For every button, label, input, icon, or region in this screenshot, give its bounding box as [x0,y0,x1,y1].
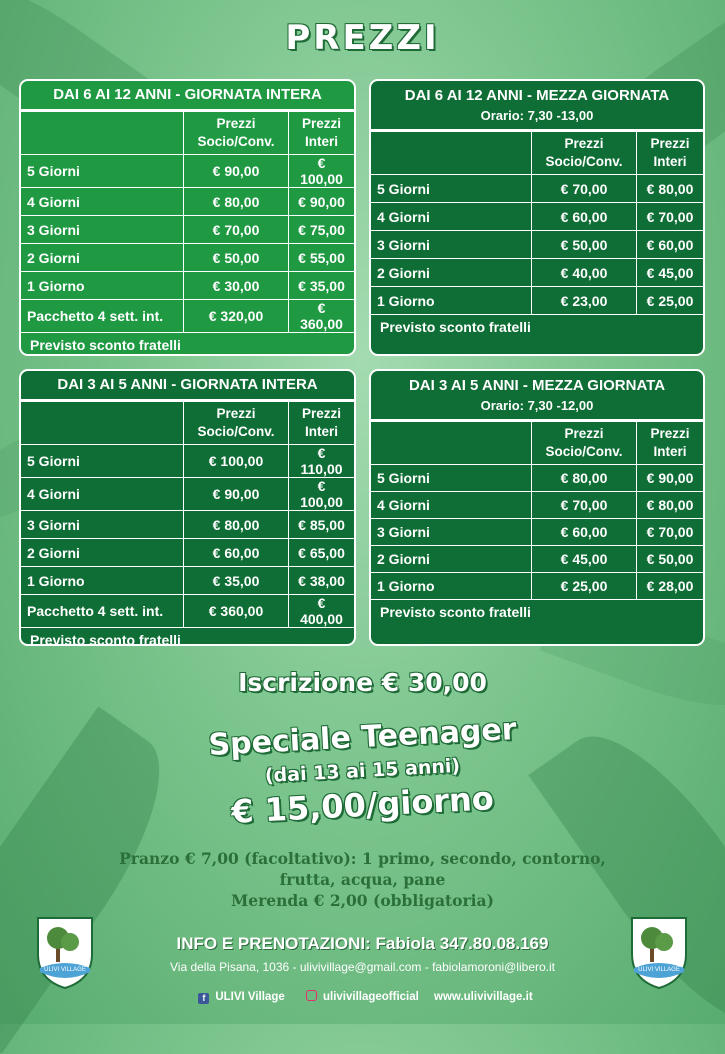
table-schedule: Orario: 7,30 -13,00 [371,107,703,131]
price-interi: € 360,00 [289,300,355,333]
snack-line: Merenda € 2,00 (obbligatoria) [231,891,494,910]
facebook-label: ULIVI Village [215,991,285,1003]
header-empty [21,402,184,445]
price-socio: € 100,00 [184,445,289,478]
price-socio: € 60,00 [532,203,637,231]
price-socio: € 70,00 [532,492,637,519]
table-header-row [21,112,354,155]
table-title: DAI 3 AI 5 ANNI - MEZZA GIORNATA [408,377,666,394]
price-socio: € 30,00 [184,272,289,300]
table-row [371,287,703,315]
price-interi: € 70,00 [637,519,704,546]
header-interi: Prezzi Interi [637,132,704,175]
table-row [371,203,703,231]
price-interi: € 110,00 [289,445,355,478]
price-interi: € 60,00 [637,231,704,259]
table-row [371,231,703,259]
price-socio: € 60,00 [532,519,637,546]
table-row [21,511,354,539]
row-label: 4 Giorni [21,188,184,216]
header-empty [371,422,532,465]
table-row [21,595,354,628]
page-title: PREZZI [285,18,440,58]
price-table [371,131,703,315]
header-empty [21,112,184,155]
row-label: 1 Giorno [21,272,184,300]
price-interi: € 25,00 [637,287,704,315]
price-socio: € 50,00 [184,244,289,272]
price-socio: € 360,00 [184,595,289,628]
price-interi: € 45,00 [637,259,704,287]
table-row [371,465,703,492]
price-interi: € 38,00 [289,567,355,595]
header-socio: Prezzi Socio/Conv. [184,402,289,445]
social-links [0,990,725,1004]
price-table-3-5-half-day [369,369,705,646]
contact-info: INFO E PRENOTAZIONI: Fabiola 347.80.08.169 [176,934,549,953]
price-socio: € 70,00 [184,216,289,244]
registration-fee: Iscrizione € 30,00 [238,668,487,697]
table-row [371,573,703,600]
row-label: 3 Giorni [21,511,184,539]
table-row [21,478,354,511]
lunch-line: Pranzo € 7,00 (facoltativo): 1 primo, secondo, contorno, [119,849,606,868]
price-interi: € 28,00 [637,573,704,600]
table-row [21,300,354,333]
table-row [371,546,703,573]
logo-text: ULIVI VILLAGE [44,967,86,973]
row-label: 3 Giorni [371,519,532,546]
price-table [371,421,703,600]
table-row [21,155,354,188]
facebook-icon: f [198,993,209,1004]
table-row [21,445,354,478]
row-label: 2 Giorni [21,244,184,272]
row-label: 4 Giorni [21,478,184,511]
price-interi: € 65,00 [289,539,355,567]
header-socio: Prezzi Socio/Conv. [184,112,289,155]
ulivi-logo [34,914,96,990]
row-label: 2 Giorni [21,539,184,567]
price-socio: € 80,00 [184,188,289,216]
row-label: 1 Giorno [371,573,532,600]
price-interi: € 35,00 [289,272,355,300]
table-footer: Previsto sconto fratelli [380,319,531,335]
price-interi: € 100,00 [289,155,355,188]
row-label: 4 Giorni [371,492,532,519]
header-interi: Prezzi Interi [289,402,355,445]
row-label: 2 Giorni [371,546,532,573]
price-socio: € 25,00 [532,573,637,600]
price-interi: € 90,00 [637,465,704,492]
price-socio: € 23,00 [532,287,637,315]
price-socio: € 90,00 [184,478,289,511]
row-label: 1 Giorno [371,287,532,315]
price-interi: € 400,00 [289,595,355,628]
header-socio: Prezzi Socio/Conv. [532,422,637,465]
table-row [21,216,354,244]
row-label: 5 Giorni [371,465,532,492]
table-footer: Previsto sconto fratelli [30,632,181,646]
price-interi: € 85,00 [289,511,355,539]
price-socio: € 35,00 [184,567,289,595]
price-table [21,111,354,333]
instagram-icon [306,990,317,1001]
table-row [371,519,703,546]
teenager-price: € 15,00/giorno [230,779,495,831]
row-label: 3 Giorni [21,216,184,244]
price-interi: € 50,00 [637,546,704,573]
logo-text: ULIVI VILLAGE [638,967,680,973]
teenager-title: Speciale Teenager [207,711,518,764]
price-interi: € 80,00 [637,175,704,203]
price-interi: € 90,00 [289,188,355,216]
table-schedule: Orario: 7,30 -12,00 [371,397,703,421]
price-socio: € 320,00 [184,300,289,333]
lunch-line: frutta, acqua, pane [279,870,446,889]
row-label: 5 Giorni [21,155,184,188]
row-label: Pacchetto 4 sett. int. [21,595,184,628]
price-interi: € 55,00 [289,244,355,272]
table-title: DAI 3 AI 5 ANNI - GIORNATA INTERA [21,371,354,401]
price-socio: € 80,00 [532,465,637,492]
table-row [21,272,354,300]
row-label: Pacchetto 4 sett. int. [21,300,184,333]
price-table-6-12-half-day [369,79,705,356]
price-socio: € 80,00 [184,511,289,539]
table-title: DAI 6 AI 12 ANNI - GIORNATA INTERA [21,81,354,111]
table-row [21,244,354,272]
address-line: Via della Pisana, 1036 - ulivivillage@gmail.com - fabiolamoroni@libero.it [170,960,555,974]
price-interi: € 80,00 [637,492,704,519]
table-footer: Previsto sconto fratelli [380,604,531,620]
table-row [21,539,354,567]
row-label: 3 Giorni [371,231,532,259]
meals-info [60,848,665,911]
price-interi: € 100,00 [289,478,355,511]
instagram-label: ulivivillageofficial [322,991,419,1003]
header-empty [371,132,532,175]
price-interi: € 75,00 [289,216,355,244]
website-link[interactable]: www.ulivivillage.it [434,991,533,1003]
teenager-age: (dai 13 ai 15 anni) [264,754,461,788]
header-interi: Prezzi Interi [289,112,355,155]
header-socio: Prezzi Socio/Conv. [532,132,637,175]
row-label: 2 Giorni [371,259,532,287]
table-row [371,175,703,203]
table-footer: Previsto sconto fratelli [30,337,181,353]
price-table-6-12-full-day [19,79,356,356]
table-header-row [371,422,703,465]
table-row [371,492,703,519]
price-socio: € 90,00 [184,155,289,188]
price-table [21,401,354,628]
price-socio: € 70,00 [532,175,637,203]
row-label: 5 Giorni [21,445,184,478]
facebook-link[interactable] [192,991,284,1003]
instagram-link[interactable] [300,991,419,1003]
table-row [371,259,703,287]
ulivi-logo [628,914,690,990]
price-socio: € 60,00 [184,539,289,567]
price-interi: € 70,00 [637,203,704,231]
price-socio: € 45,00 [532,546,637,573]
table-header-row [21,402,354,445]
row-label: 4 Giorni [371,203,532,231]
price-socio: € 50,00 [532,231,637,259]
row-label: 1 Giorno [21,567,184,595]
table-row [21,188,354,216]
header-interi: Prezzi Interi [637,422,704,465]
price-table-3-5-full-day [19,369,356,646]
price-socio: € 40,00 [532,259,637,287]
table-row [21,567,354,595]
row-label: 5 Giorni [371,175,532,203]
table-header-row [371,132,703,175]
table-title: DAI 6 AI 12 ANNI - MEZZA GIORNATA [404,87,670,104]
